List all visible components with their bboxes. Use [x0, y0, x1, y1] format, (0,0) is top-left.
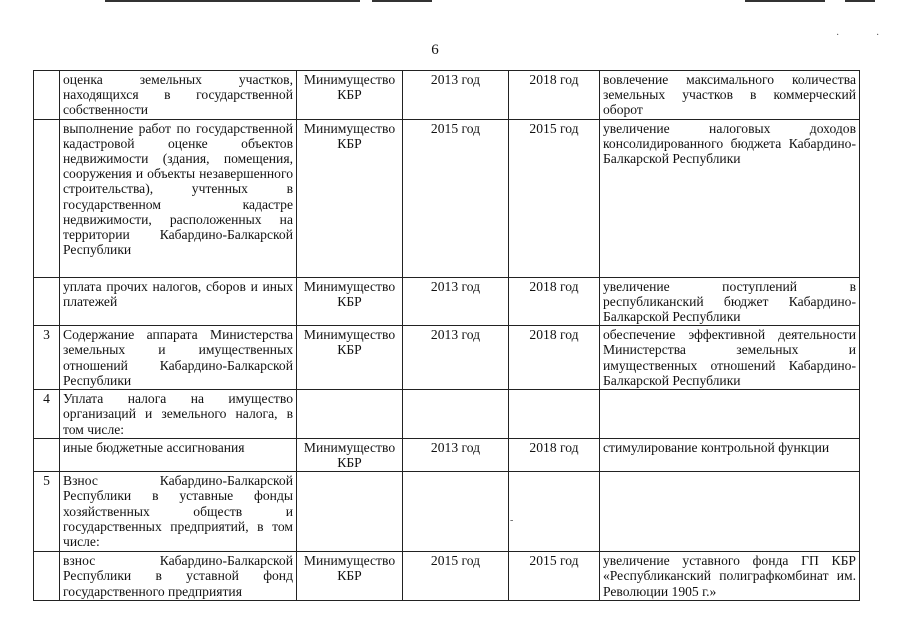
row-number — [34, 277, 60, 326]
row-number — [34, 552, 60, 601]
result-cell: увеличение уставного фонда ГП КБР «Республиканский полиграфкомбинат им. Революции 1905 г.» — [600, 552, 860, 601]
start-year-cell: 2013 год — [403, 438, 509, 471]
program-activities-table — [33, 70, 860, 601]
table-row — [34, 119, 860, 277]
start-year-cell — [403, 390, 509, 439]
executor-cell: Минимущество КБР — [297, 326, 403, 390]
end-year-cell — [509, 390, 600, 439]
result-cell — [600, 390, 860, 439]
activity-cell: Взнос Кабардино-Балкарской Республики в уставные фонды хозяйственных обществ и государственных предприятий, в том числе: — [60, 472, 297, 552]
scan-speck: - — [510, 515, 514, 526]
activity-cell: выполнение работ по государственной кадастровой оценке объектов недвижимости (здания, помещения, сооружения и объекты незавершенного строительства), учтенных в государственном кадастре недвижимости, расположенных на территории Кабардино-Балкарской Республики — [60, 119, 297, 277]
activity-cell: Уплата налога на имущество организаций и земельного налога, в том числе: — [60, 390, 297, 439]
start-year-cell: 2013 год — [403, 71, 509, 120]
table-row — [34, 552, 860, 601]
start-year-cell: 2015 год — [403, 119, 509, 277]
table-row — [34, 277, 860, 326]
row-number — [34, 71, 60, 120]
end-year-cell: 2015 год — [509, 552, 600, 601]
top-rule-left — [105, 0, 360, 2]
result-cell: стимулирование контрольной функции — [600, 438, 860, 471]
row-number: 5 — [34, 472, 60, 552]
row-number — [34, 119, 60, 277]
executor-cell: Минимущество КБР — [297, 277, 403, 326]
executor-cell: Минимущество КБР — [297, 552, 403, 601]
activity-cell: Содержание аппарата Министерства земельных и имущественных отношений Кабардино-Балкарской Республики — [60, 326, 297, 390]
row-number: 4 — [34, 390, 60, 439]
end-year-cell: 2018 год — [509, 326, 600, 390]
activity-cell: взнос Кабардино-Балкарской Республики в уставной фонд государственного предприятия — [60, 552, 297, 601]
result-cell: увеличение поступлений в республиканский бюджет Кабардино-Балкарской Республики — [600, 277, 860, 326]
activity-cell: иные бюджетные ассигнования — [60, 438, 297, 471]
end-year-cell: 2018 год — [509, 438, 600, 471]
top-rule-mid — [372, 0, 432, 2]
top-rule-far-right — [845, 0, 875, 2]
end-year-cell: 2018 год — [509, 277, 600, 326]
scan-speck: · — [836, 30, 840, 41]
executor-cell: Минимущество КБР — [297, 71, 403, 120]
result-cell: увеличение налоговых доходов консолидированного бюджета Кабардино-Балкарской Республики — [600, 119, 860, 277]
page-number: 6 — [431, 42, 439, 58]
row-number: 3 — [34, 326, 60, 390]
executor-cell: Минимущество КБР — [297, 119, 403, 277]
executor-cell — [297, 472, 403, 552]
result-cell: вовлечение максимального количества земельных участков в коммерческий оборот — [600, 71, 860, 120]
table-row — [34, 438, 860, 471]
result-cell: обеспечение эффективной деятельности Министерства земельных и имущественных отношений Кабардино-Балкарской Республики — [600, 326, 860, 390]
result-cell — [600, 472, 860, 552]
end-year-cell — [509, 472, 600, 552]
start-year-cell: 2013 год — [403, 326, 509, 390]
top-rule-right — [745, 0, 825, 2]
end-year-cell: 2018 год — [509, 71, 600, 120]
table-row — [34, 390, 860, 439]
start-year-cell: 2013 год — [403, 277, 509, 326]
table-row — [34, 71, 860, 120]
end-year-cell: 2015 год — [509, 119, 600, 277]
table-row — [34, 326, 860, 390]
activity-cell: оценка земельных участков, находящихся в государственной собственности — [60, 71, 297, 120]
row-number — [34, 438, 60, 471]
executor-cell — [297, 390, 403, 439]
start-year-cell: 2015 год — [403, 552, 509, 601]
activity-cell: уплата прочих налогов, сборов и иных платежей — [60, 277, 297, 326]
start-year-cell — [403, 472, 509, 552]
executor-cell: Минимущество КБР — [297, 438, 403, 471]
scan-speck: · — [876, 30, 880, 41]
table-row — [34, 472, 860, 552]
